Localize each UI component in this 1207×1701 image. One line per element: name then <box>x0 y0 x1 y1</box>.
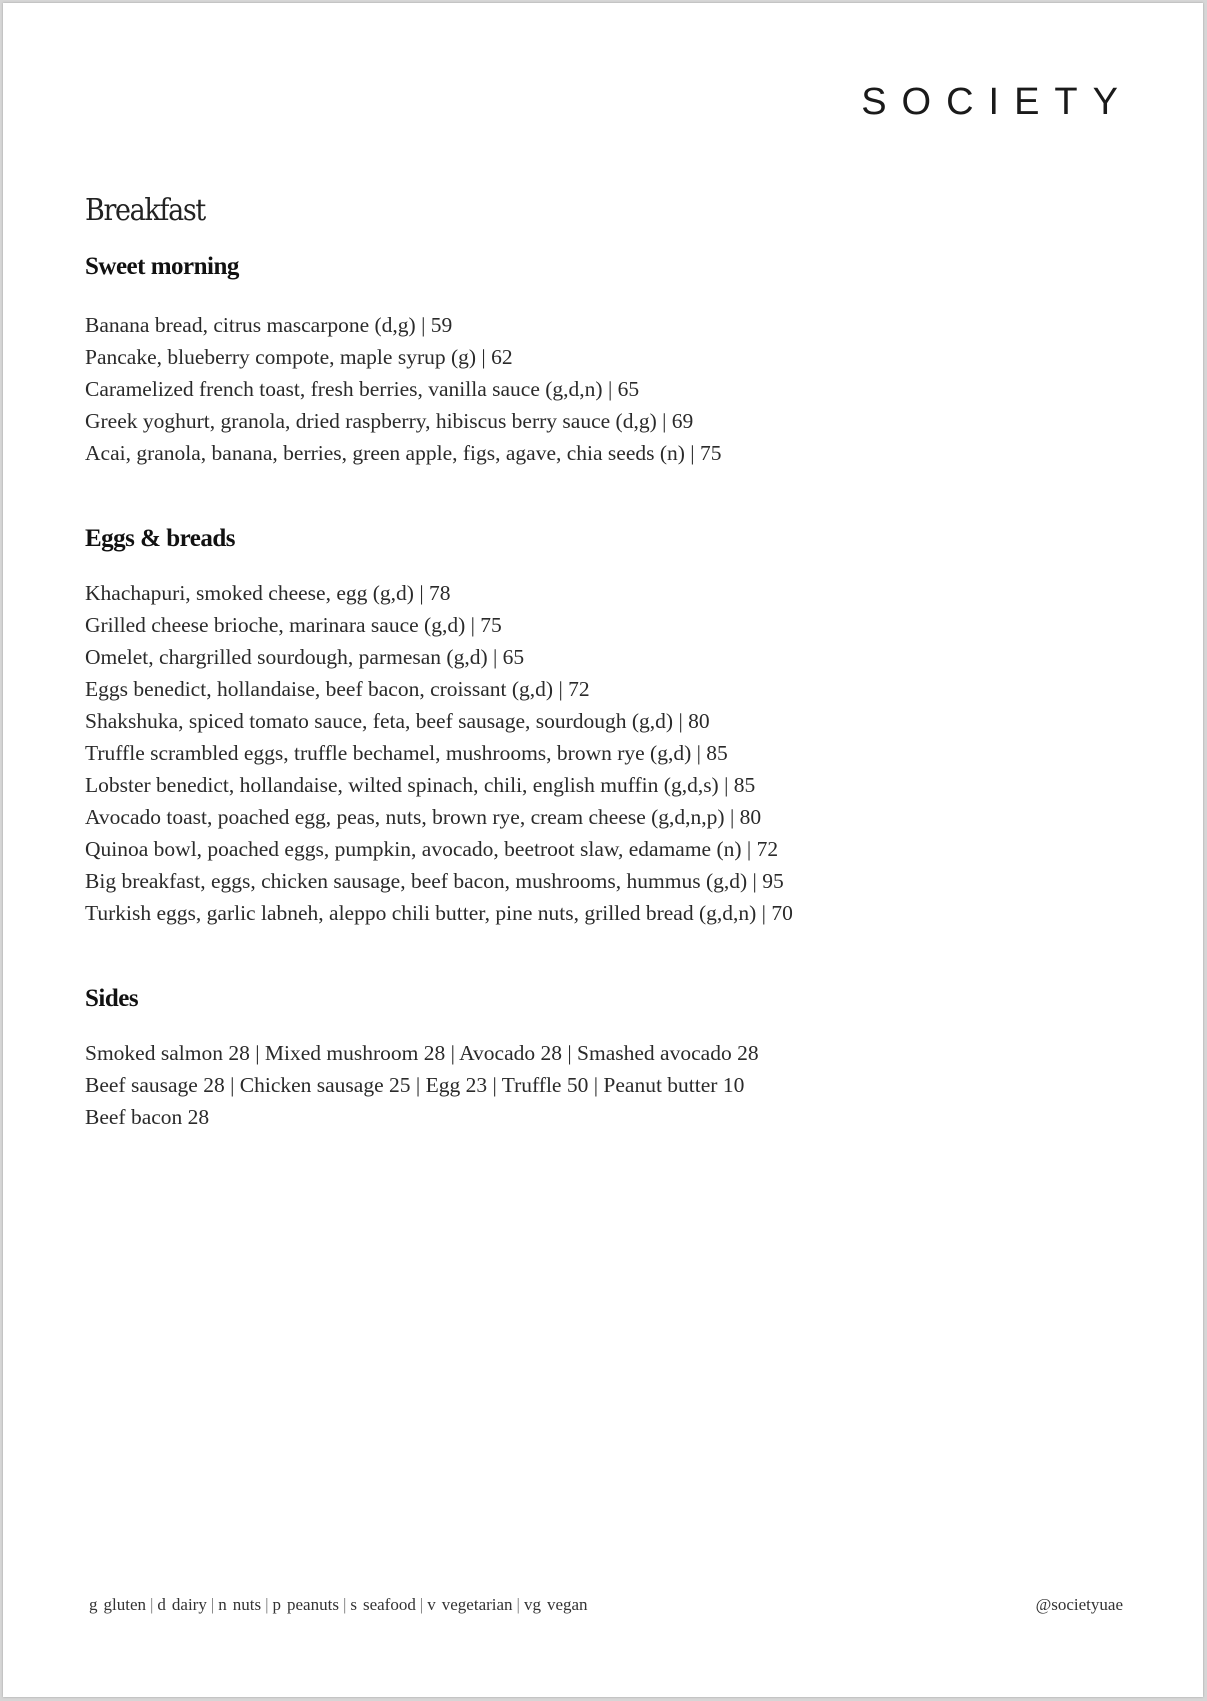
menu-item: Lobster benedict, hollandaise, wilted spinach, chili, english muffin (g,d,s) | 85 <box>85 773 756 797</box>
menu-item-list <box>85 1037 1085 1133</box>
section-heading: Sides <box>85 985 139 1012</box>
menu-item: Omelet, chargrilled sourdough, parmesan (g,d) | 65 <box>85 645 525 669</box>
menu-item: Smoked salmon 28 | Mixed mushroom 28 | Avocado 28 | Smashed avocado 28 <box>85 1041 759 1065</box>
brand-logo: SOCIETY <box>861 81 1133 123</box>
menu-item: Beef sausage 28 | Chicken sausage 25 | Egg 23 | Truffle 50 | Peanut butter 10 <box>85 1073 745 1097</box>
legend-entry: s seafood <box>350 1595 416 1614</box>
menu-item: Truffle scrambled eggs, truffle bechamel, mushrooms, brown rye (g,d) | 85 <box>85 741 728 765</box>
section-sweet-morning <box>85 251 1085 469</box>
section-eggs-breads <box>85 523 1085 929</box>
legend-entry: p peanuts <box>272 1595 339 1614</box>
menu-item: Beef bacon 28 <box>85 1105 210 1129</box>
menu-item-list <box>85 309 1085 469</box>
legend-entry: vg vegan <box>523 1595 588 1614</box>
menu-item-list <box>85 577 1085 929</box>
divider: | <box>342 1595 347 1614</box>
menu-item: Quinoa bowl, poached eggs, pumpkin, avocado, beetroot slaw, edamame (n) | 72 <box>85 837 779 861</box>
menu-item: Acai, granola, banana, berries, green apple, figs, agave, chia seeds (n) | 75 <box>85 441 722 465</box>
menu-item: Grilled cheese brioche, marinara sauce (g,d) | 75 <box>85 613 502 637</box>
legend-entry: g gluten <box>89 1595 146 1614</box>
social-handle: @societyuae <box>1035 1595 1123 1614</box>
divider: | <box>265 1595 269 1614</box>
menu-item: Greek yoghurt, granola, dried raspberry, hibiscus berry sauce (d,g) | 69 <box>85 409 694 433</box>
menu-item: Big breakfast, eggs, chicken sausage, beef bacon, mushrooms, hummus (g,d) | 95 <box>85 869 784 893</box>
section-heading: Sweet morning <box>85 253 239 280</box>
page-title: Breakfast <box>85 193 205 228</box>
menu-item: Khachapuri, smoked cheese, egg (g,d) | 78 <box>85 581 451 605</box>
menu-item: Avocado toast, poached egg, peas, nuts, brown rye, cream cheese (g,d,n,p) | 80 <box>85 805 762 829</box>
menu-item: Eggs benedict, hollandaise, beef bacon, croissant (g,d) | 72 <box>85 677 590 701</box>
allergen-legend <box>89 1595 588 1615</box>
divider: | <box>150 1595 154 1614</box>
legend-entry: n nuts <box>218 1595 262 1614</box>
section-sides <box>85 983 1085 1133</box>
divider: | <box>419 1595 424 1614</box>
divider: | <box>516 1595 520 1614</box>
menu-item: Pancake, blueberry compote, maple syrup (g) | 62 <box>85 345 513 369</box>
menu-item: Caramelized french toast, fresh berries, vanilla sauce (g,d,n) | 65 <box>85 377 640 401</box>
menu-item: Shakshuka, spiced tomato sauce, feta, beef sausage, sourdough (g,d) | 80 <box>85 709 710 733</box>
menu-item: Turkish eggs, garlic labneh, aleppo chili butter, pine nuts, grilled bread (g,d,n) | 70 <box>85 901 793 925</box>
menu-item: Banana bread, citrus mascarpone (d,g) | 59 <box>85 313 453 337</box>
menu-page <box>3 3 1203 1697</box>
legend-entry: d dairy <box>157 1595 207 1614</box>
menu-content <box>85 189 1085 1133</box>
divider: | <box>210 1595 215 1614</box>
legend-entry: v vegetarian <box>427 1595 513 1614</box>
section-heading: Eggs & breads <box>85 525 236 552</box>
